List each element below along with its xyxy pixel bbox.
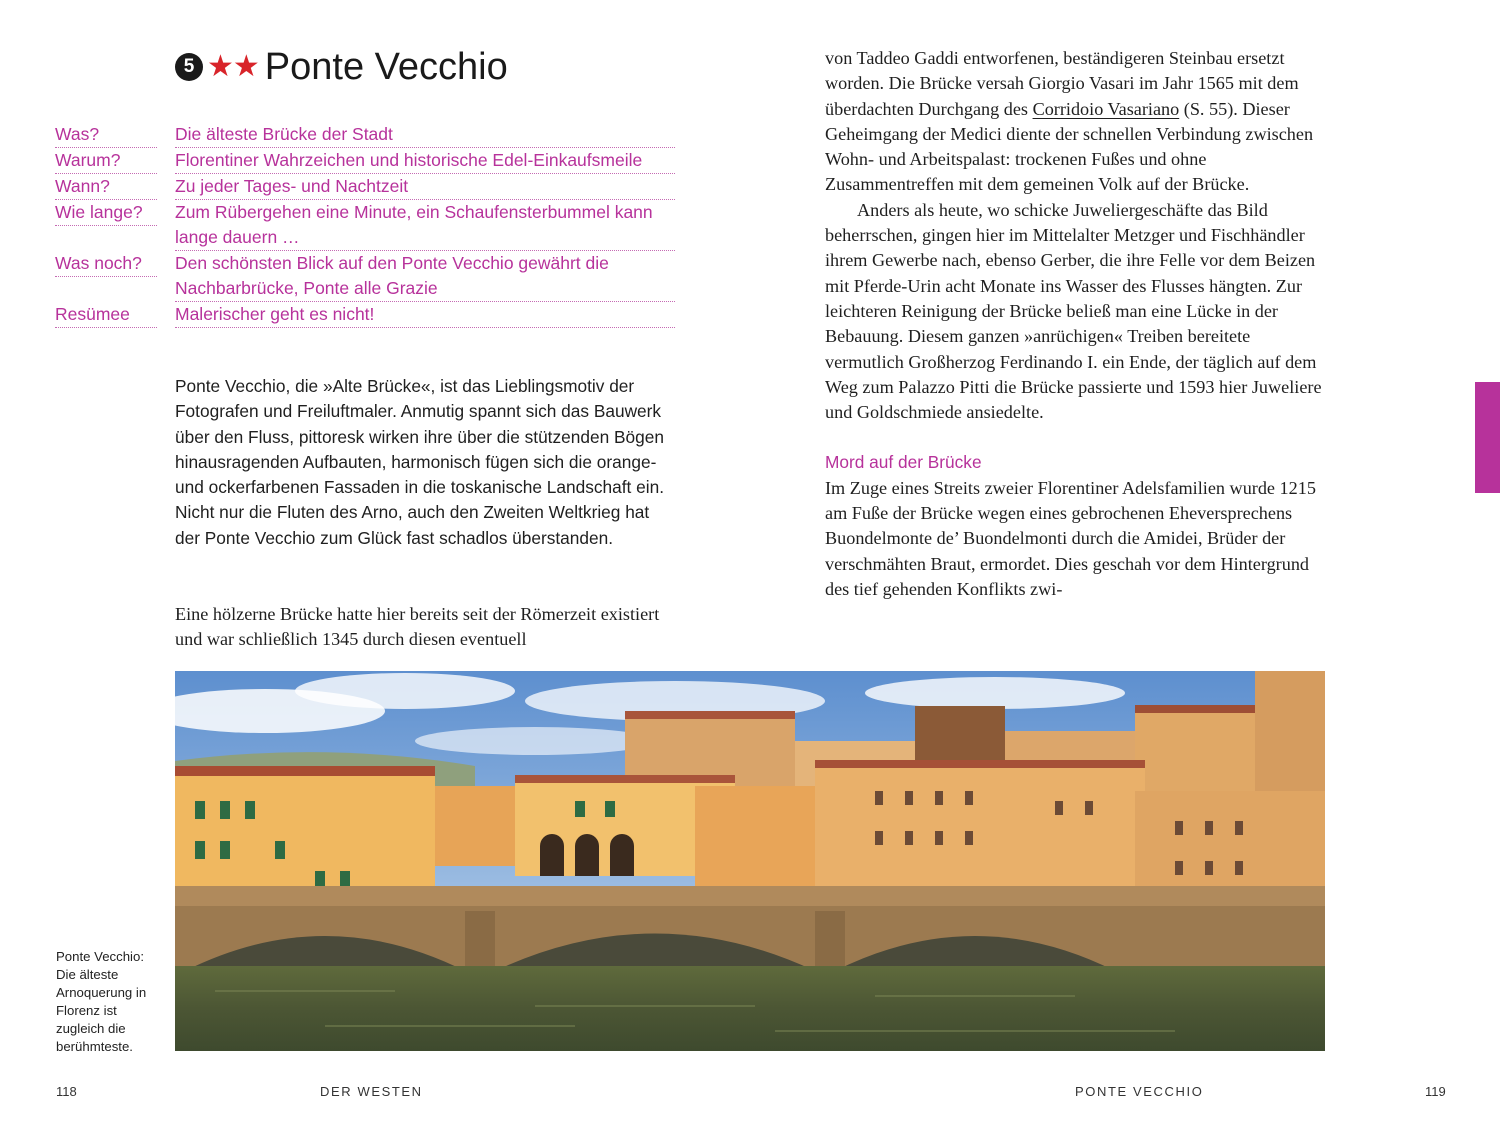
running-header-right: PONTE VECCHIO — [1075, 1084, 1204, 1099]
fact-key: Resümee — [55, 302, 157, 328]
paragraph: Anders als heute, wo schicke Juweliergeschäfte das Bild beherrschen, gingen hier im Mittelalter Metzger und Fischhändler ihrem Gewerbe nach, ebenso Gerber, die ihre Felle vor dem Beizen mit Pferde-Urin acht Monate ins Wasser des Flusses hängten. Zur leichteren Reinigung der Brücke beließ man eine Lücke in der Bebauung. Diesem ganzen »anrüchigen« Treiben bereitete vermutlich Großherzog Ferdinando I. ein Ende, der täglich auf dem Weg zum Palazzo Pitti die Brücke passierte und 1593 hier Juweliere und Goldschmiede ansiedelte. — [825, 199, 1322, 423]
text-run: (S. 55). Dieser Geheimgang der Medici diente der schnellen Verbindung zwischen Wohn- und Arbeitspalast: trockenen Fußes und ohne Zusammentreffen mit dem gemeinen Volk auf der Brücke. — [825, 98, 1314, 195]
fact-row — [55, 251, 675, 302]
fact-value: Die älteste Brücke der Stadt — [175, 122, 675, 148]
fact-value: Malerischer geht es nicht! — [175, 302, 675, 328]
paragraph: Im Zuge eines Streits zweier Florentiner Adelsfamilien wurde 1215 am Fuße der Brücke wegen eines gebrochenen Eheversprechens Buondelmonte de’ Buondelmonti durch die Amidei, Brüder der verschmähten Braut, ermordet. Dies geschah vor dem Hintergrund des tief gehenden Konflikts zwi- — [825, 477, 1316, 599]
cross-reference-link[interactable]: Corridoio Vasariano — [1032, 98, 1180, 119]
page-title: Ponte Vecchio — [264, 45, 508, 88]
fact-row — [55, 174, 675, 200]
sight-number-badge: 5 — [175, 53, 203, 81]
fact-value: Den schönsten Blick auf den Ponte Vecchio gewährt die Nachbarbrücke, Ponte alle Grazie — [175, 251, 675, 302]
page-number-right: 119 — [1425, 1084, 1446, 1099]
fact-value: Florentiner Wahrzeichen und historische Edel-Einkaufsmeile — [175, 148, 675, 174]
rating-stars-icon: ★★ — [207, 50, 259, 83]
photo-caption: Ponte Vecchio: Die älteste Arnoquerung in Florenz ist zugleich die berühmteste. — [56, 949, 147, 1054]
fact-key: Wann? — [55, 174, 157, 200]
chapter-thumb-tab — [1475, 382, 1500, 493]
body-text-right — [825, 46, 1330, 602]
fact-key: Wie lange? — [55, 200, 157, 226]
page-number-left: 118 — [56, 1084, 77, 1099]
fact-row — [55, 122, 675, 148]
fact-row — [55, 148, 675, 174]
fact-row — [55, 302, 675, 328]
fact-key: Was noch? — [55, 251, 157, 277]
facts-box — [55, 122, 675, 328]
fact-key: Was? — [55, 122, 157, 148]
fact-row — [55, 200, 675, 251]
paragraph — [825, 46, 1330, 198]
body-text-left: Eine hölzerne Brücke hatte hier bereits seit der Römerzeit existiert und war schließlich 1345 durch diesen eventuell — [175, 604, 660, 650]
intro-paragraph: Ponte Vecchio, die »Alte Brücke«, ist das Lieblingsmotiv der Fotografen und Freiluftmaler. Anmutig spannt sich das Bauwerk über den Fluss, pittoresk wirken ihre über die stützenden Bögen hinausragenden Aufbauten, harmonisch fügen sich die orange- und ockerfarbenen Fassaden in die toskanische Landschaft ein. Nicht nur die Fluten des Arno, auch den Zweiten Weltkrieg hat der Ponte Vecchio zum Glück fast schadlos überstanden. — [175, 376, 664, 548]
fact-key: Warum? — [55, 148, 157, 174]
ponte-vecchio-photo — [175, 671, 1325, 1051]
fact-value: Zum Rübergehen eine Minute, ein Schaufensterbummel kann lange dauern … — [175, 200, 675, 251]
section-heading — [175, 44, 508, 90]
subheading: Mord auf der Brücke — [825, 452, 982, 473]
fact-value: Zu jeder Tages- und Nachtzeit — [175, 174, 675, 200]
running-header-left: DER WESTEN — [320, 1084, 423, 1099]
text-run: von Taddeo Gaddi entworfenen, beständigeren Steinbau ersetzt worden. Die Brücke versah Giorgio Vasari im Jahr 1565 mit dem überdachten Durchgang des — [825, 48, 1299, 119]
